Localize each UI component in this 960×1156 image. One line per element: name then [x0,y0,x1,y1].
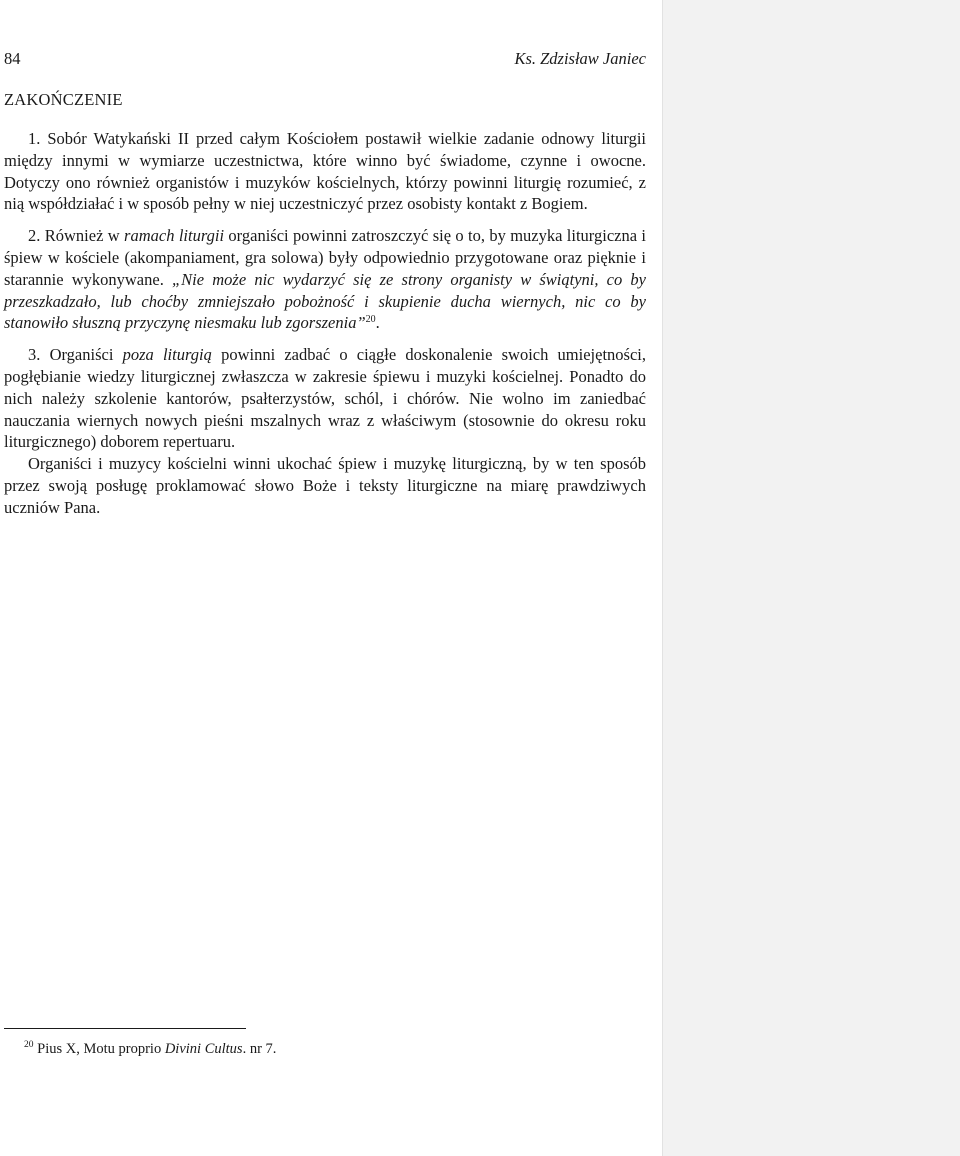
footnote-title: Divini Cultus [164,1041,243,1057]
section-title: ZAKOŃCZENIE [4,90,123,109]
comment-margin-pane [662,0,960,1156]
paragraph-2-emphasis: ramach liturgii [124,226,225,246]
paragraph-2-text-c: organiści powinni zatroszczyć się o to, by muzyka liturgiczna i śpiew w kościele (akompaniament, gra solowa) były odpowiednio przygotowane oraz pięknie i starannie wykonywane. [4,226,647,289]
footnote-text-b: . nr 7. [242,1041,277,1057]
paragraph-3-text-a: 3. Organiści [28,345,123,365]
footnote-separator [4,1028,246,1029]
body-text [4,128,646,529]
footnote [24,1041,276,1058]
paragraph-1: 1. Sobór Watykański II przed całym Kościołem postawił wielkie zadanie odnowy liturgii między innymi w wymiarze uczestnictwa, które winno być świadome, czynne i owocne. Dotyczy ono również organistów i muzyków kościelnych, którzy powinni liturgię rozumieć, z nią współdziałać i w sposób pełny w niej uczestniczyć przez osobisty kontakt z Bogiem. [4,129,646,214]
paragraph-3-text-c: powinni zadbać o ciągłe doskonalenie swoich umiejętności, pogłębianie wiedzy liturgicznej zwłaszcza w zakresie śpiewu i muzyki kościelnej. Ponadto do nich należy szkolenie kantorów, psałterzystów, schól, i chórów. Nie wolno im zaniedbać nauczania wiernych nowych pieśni mszalnych wraz z właściwym (stosownie do okresu roku liturgicznego) doborem repertuaru. [4,345,646,452]
footnote-reference[interactable]: 20 [365,314,376,326]
paragraph-4: Organiści i muzycy kościelni winni ukochać śpiew i muzykę liturgiczną, by w ten sposób przez swoją posługę proklamować słowo Boże i teksty liturgiczne na miarę prawdziwych uczniów Pana. [4,454,646,517]
paragraph-2 [4,225,646,334]
page-number: 84 [4,49,21,68]
paragraph-2-end: . [375,313,380,333]
running-head: Ks. Zdzisław Janiec [514,49,646,68]
footnote-number: 20 [24,1040,34,1050]
paragraph-3-emphasis: poza liturgią [122,345,212,365]
paragraph-2-text-a: 2. Również w [28,226,125,246]
page-header [4,49,646,71]
paragraph-3 [4,344,646,453]
paragraph-2-quote: „Nie może nic wydarzyć się ze strony organisty w świątyni, co by przeszkadzało, lub choćby zmniejszało pobożność i skupienie ducha wiernych, nic co by stanowiło słuszną przyczynę niesmaku lub zgorszenia” [4,269,646,333]
footnote-text-a: Pius X, Motu proprio [33,1041,165,1057]
